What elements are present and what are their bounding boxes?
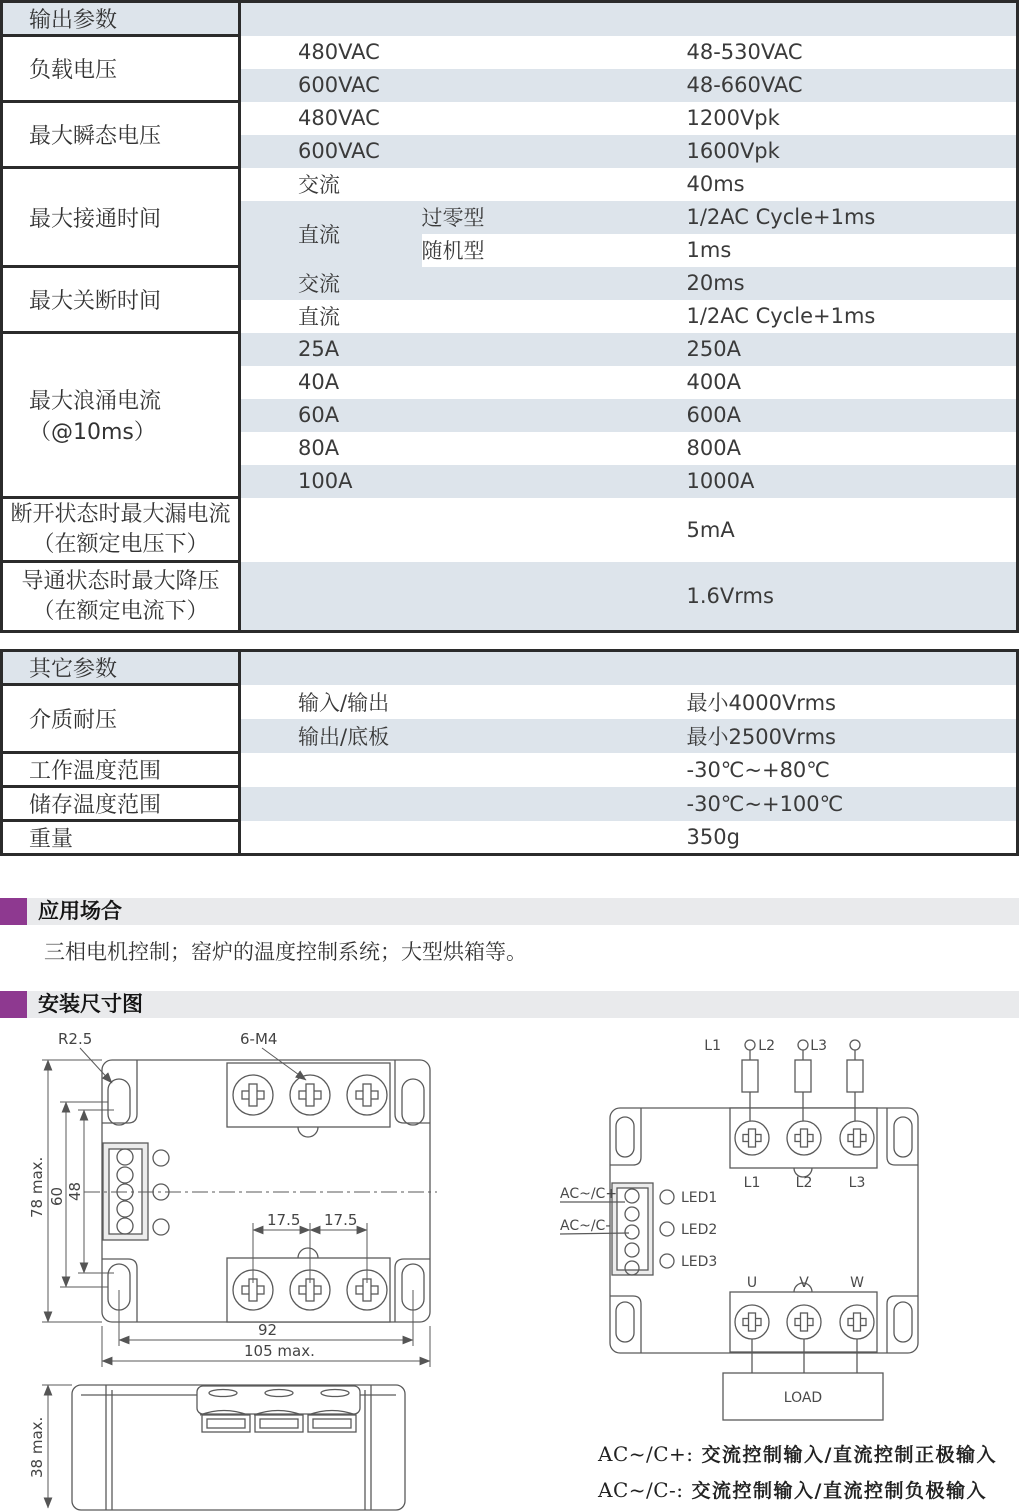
row-label-line1: 断开状态时最大漏电流	[10, 501, 231, 527]
row-label: 工作温度范围	[2, 753, 240, 787]
spec-value: -30℃~+100℃	[687, 787, 1018, 821]
applications-text: 三相电机控制；窑炉的温度控制系统；大型烘箱等。	[44, 940, 527, 964]
row-label: 最大瞬态电压	[2, 102, 240, 168]
spec-condition: 480VAC	[298, 40, 380, 64]
spec-condition: 480VAC	[298, 106, 380, 130]
mounting-slot	[894, 1302, 912, 1342]
label-78max: 78 max.	[28, 1156, 46, 1218]
mounting-slot	[616, 1302, 634, 1342]
phase-label-l2: L2	[758, 1038, 775, 1054]
spec-value: 最小4000Vrms	[686, 690, 836, 715]
mounting-slot	[108, 1079, 130, 1125]
label-105max: 105 max.	[244, 1342, 315, 1360]
row-label: 最大关断时间	[2, 267, 240, 333]
section-title: 应用场合	[38, 899, 122, 923]
table-row	[2, 651, 1018, 685]
dimension-labels	[28, 1417, 46, 1478]
led1-label: LED1	[681, 1190, 718, 1206]
spec-value: 最小2500Vrms	[687, 719, 1018, 753]
terminal-label-l2: L2	[795, 1175, 813, 1191]
terminal-label-w: W	[850, 1275, 864, 1291]
dimension-lines	[42, 1385, 72, 1508]
control-input-note-minus	[598, 1476, 987, 1503]
side-view-outline	[72, 1385, 405, 1510]
label-60: 60	[48, 1186, 66, 1206]
row-label: 负载电压	[2, 36, 240, 102]
header-filler	[240, 2, 1018, 36]
spec-condition: 交流	[298, 173, 340, 197]
spec-condition	[240, 787, 687, 821]
spec-condition: 直流	[298, 305, 340, 329]
terminal-cover	[197, 1386, 360, 1414]
fuse	[742, 1060, 758, 1092]
label-38max: 38 max.	[28, 1416, 46, 1478]
terminal-label-v: V	[799, 1275, 809, 1291]
table-row	[2, 787, 1018, 821]
row-label: 储存温度范围	[2, 787, 240, 821]
spec-value: 1/2AC Cycle+1ms	[686, 304, 876, 328]
phase-label-l1: L1	[704, 1038, 721, 1054]
relay-body-outline	[84, 1060, 437, 1322]
table-row	[2, 333, 1018, 366]
row-label	[2, 562, 240, 632]
section-title: 安装尺寸图	[38, 992, 143, 1016]
dimension-drawing-top-view	[22, 1028, 470, 1368]
mounting-slot	[402, 1079, 424, 1125]
phase-label-l3: L3	[810, 1038, 827, 1054]
spec-value: 250A	[687, 333, 1018, 366]
mounting-slot	[616, 1117, 634, 1157]
spec-condition: 交流	[240, 267, 687, 300]
row-label: 最大浪涌电流（@10ms）	[2, 333, 240, 498]
dimension-drawing-side-view	[22, 1368, 470, 1512]
spec-value: -30℃~+80℃	[686, 757, 830, 782]
phase-terminal	[850, 1040, 860, 1050]
spec-condition: 80A	[298, 436, 340, 460]
load-label: LOAD	[783, 1390, 823, 1406]
led2-label: LED2	[681, 1222, 718, 1238]
spec-condition: 输入/输出	[298, 690, 390, 715]
spec-value: 40ms	[686, 172, 745, 196]
spec-value: 800A	[686, 436, 741, 460]
note-value: 交流控制输入/直流控制正极输入	[701, 1444, 997, 1466]
table-row	[2, 2, 1018, 36]
ctrl-minus-label: AC~/C-	[560, 1218, 611, 1234]
spec-value: 48-530VAC	[686, 40, 803, 64]
spec-value: 1ms	[686, 238, 732, 262]
led-indicator	[660, 1222, 674, 1236]
wiring-diagram	[555, 1030, 990, 1430]
row-label: 重量	[2, 821, 240, 855]
spec-condition: 600VAC	[240, 135, 687, 168]
row-label: 最大接通时间	[2, 168, 240, 267]
phase-terminal	[798, 1040, 808, 1050]
section-header-applications	[0, 898, 1019, 925]
control-input-note-plus	[598, 1440, 997, 1467]
row-label-line2: （在额定电压下）	[32, 531, 209, 557]
spec-condition	[240, 821, 687, 855]
spec-condition	[240, 562, 687, 632]
note-key: AC~/C-:	[598, 1478, 684, 1502]
led3-label: LED3	[681, 1254, 718, 1270]
spec-value: 5mA	[686, 517, 735, 542]
fuse	[795, 1060, 811, 1092]
table-row	[2, 36, 1018, 69]
ctrl-plus-label: AC~/C+	[560, 1186, 618, 1202]
table-header: 输出参数	[2, 2, 240, 36]
spec-value: 1200Vpk	[686, 106, 780, 130]
spec-condition: 60A	[240, 399, 687, 432]
terminal-label-l3: L3	[848, 1175, 866, 1191]
label-92: 92	[258, 1321, 278, 1339]
spec-value: 1.6Vrms	[687, 562, 1018, 632]
header-filler	[240, 651, 1018, 685]
label-48: 48	[66, 1181, 84, 1201]
fuse	[847, 1060, 863, 1092]
spec-value: 400A	[686, 370, 741, 394]
spec-condition: 600VAC	[240, 69, 687, 102]
spec-condition: 输出/底板	[240, 719, 687, 753]
table-row	[2, 562, 1018, 632]
row-label-line2: （在额定电流下）	[32, 598, 209, 624]
spec-subcondition: 过零型	[422, 201, 687, 234]
output-parameters-table	[0, 0, 1019, 633]
led-indicator	[660, 1190, 674, 1204]
spec-value: 1600Vpk	[687, 135, 1018, 168]
table-row	[2, 685, 1018, 719]
spec-value: 48-660VAC	[687, 69, 1018, 102]
purple-square-icon	[0, 991, 27, 1018]
terminal-label-l1: L1	[743, 1175, 761, 1191]
spec-condition: 40A	[298, 370, 340, 394]
spec-subcondition: 随机型	[421, 239, 485, 263]
spec-condition: 直流	[240, 201, 422, 267]
spec-condition: 100A	[240, 465, 687, 498]
row-label	[2, 498, 240, 562]
row-label: 介质耐压	[2, 685, 240, 753]
spec-condition	[240, 753, 687, 787]
label-17_5-a: 17.5	[267, 1211, 301, 1229]
spec-value: 600A	[687, 399, 1018, 432]
spec-value: 1000A	[687, 465, 1018, 498]
purple-square-icon	[0, 898, 27, 925]
table-row	[2, 267, 1018, 300]
note-key: AC~/C+:	[598, 1442, 694, 1466]
label-6m4: 6-M4	[240, 1030, 278, 1048]
section-header-dimensions	[0, 991, 1019, 1018]
table-header: 其它参数	[2, 651, 240, 685]
other-parameters-table	[0, 649, 1019, 856]
table-row	[2, 102, 1018, 135]
spec-value: 20ms	[687, 267, 1018, 300]
spec-value: 1/2AC Cycle+1ms	[687, 201, 1018, 234]
terminal-label-u: U	[746, 1275, 758, 1291]
note-value: 交流控制输入/直流控制负极输入	[691, 1480, 987, 1502]
spec-condition: 25A	[240, 333, 687, 366]
label-r2_5: R2.5	[58, 1030, 93, 1048]
table-row	[2, 753, 1018, 787]
table-row	[2, 168, 1018, 201]
led-indicator	[660, 1254, 674, 1268]
label-17_5-b: 17.5	[324, 1211, 358, 1229]
table-row	[2, 498, 1018, 562]
wiring-shapes	[560, 1040, 918, 1420]
spec-condition	[240, 498, 687, 562]
spec-value: 350g	[686, 824, 740, 849]
row-label-line1: 导通状态时最大降压	[21, 568, 220, 594]
mounting-slot	[894, 1117, 912, 1157]
table-row	[2, 821, 1018, 855]
phase-terminal	[745, 1040, 755, 1050]
